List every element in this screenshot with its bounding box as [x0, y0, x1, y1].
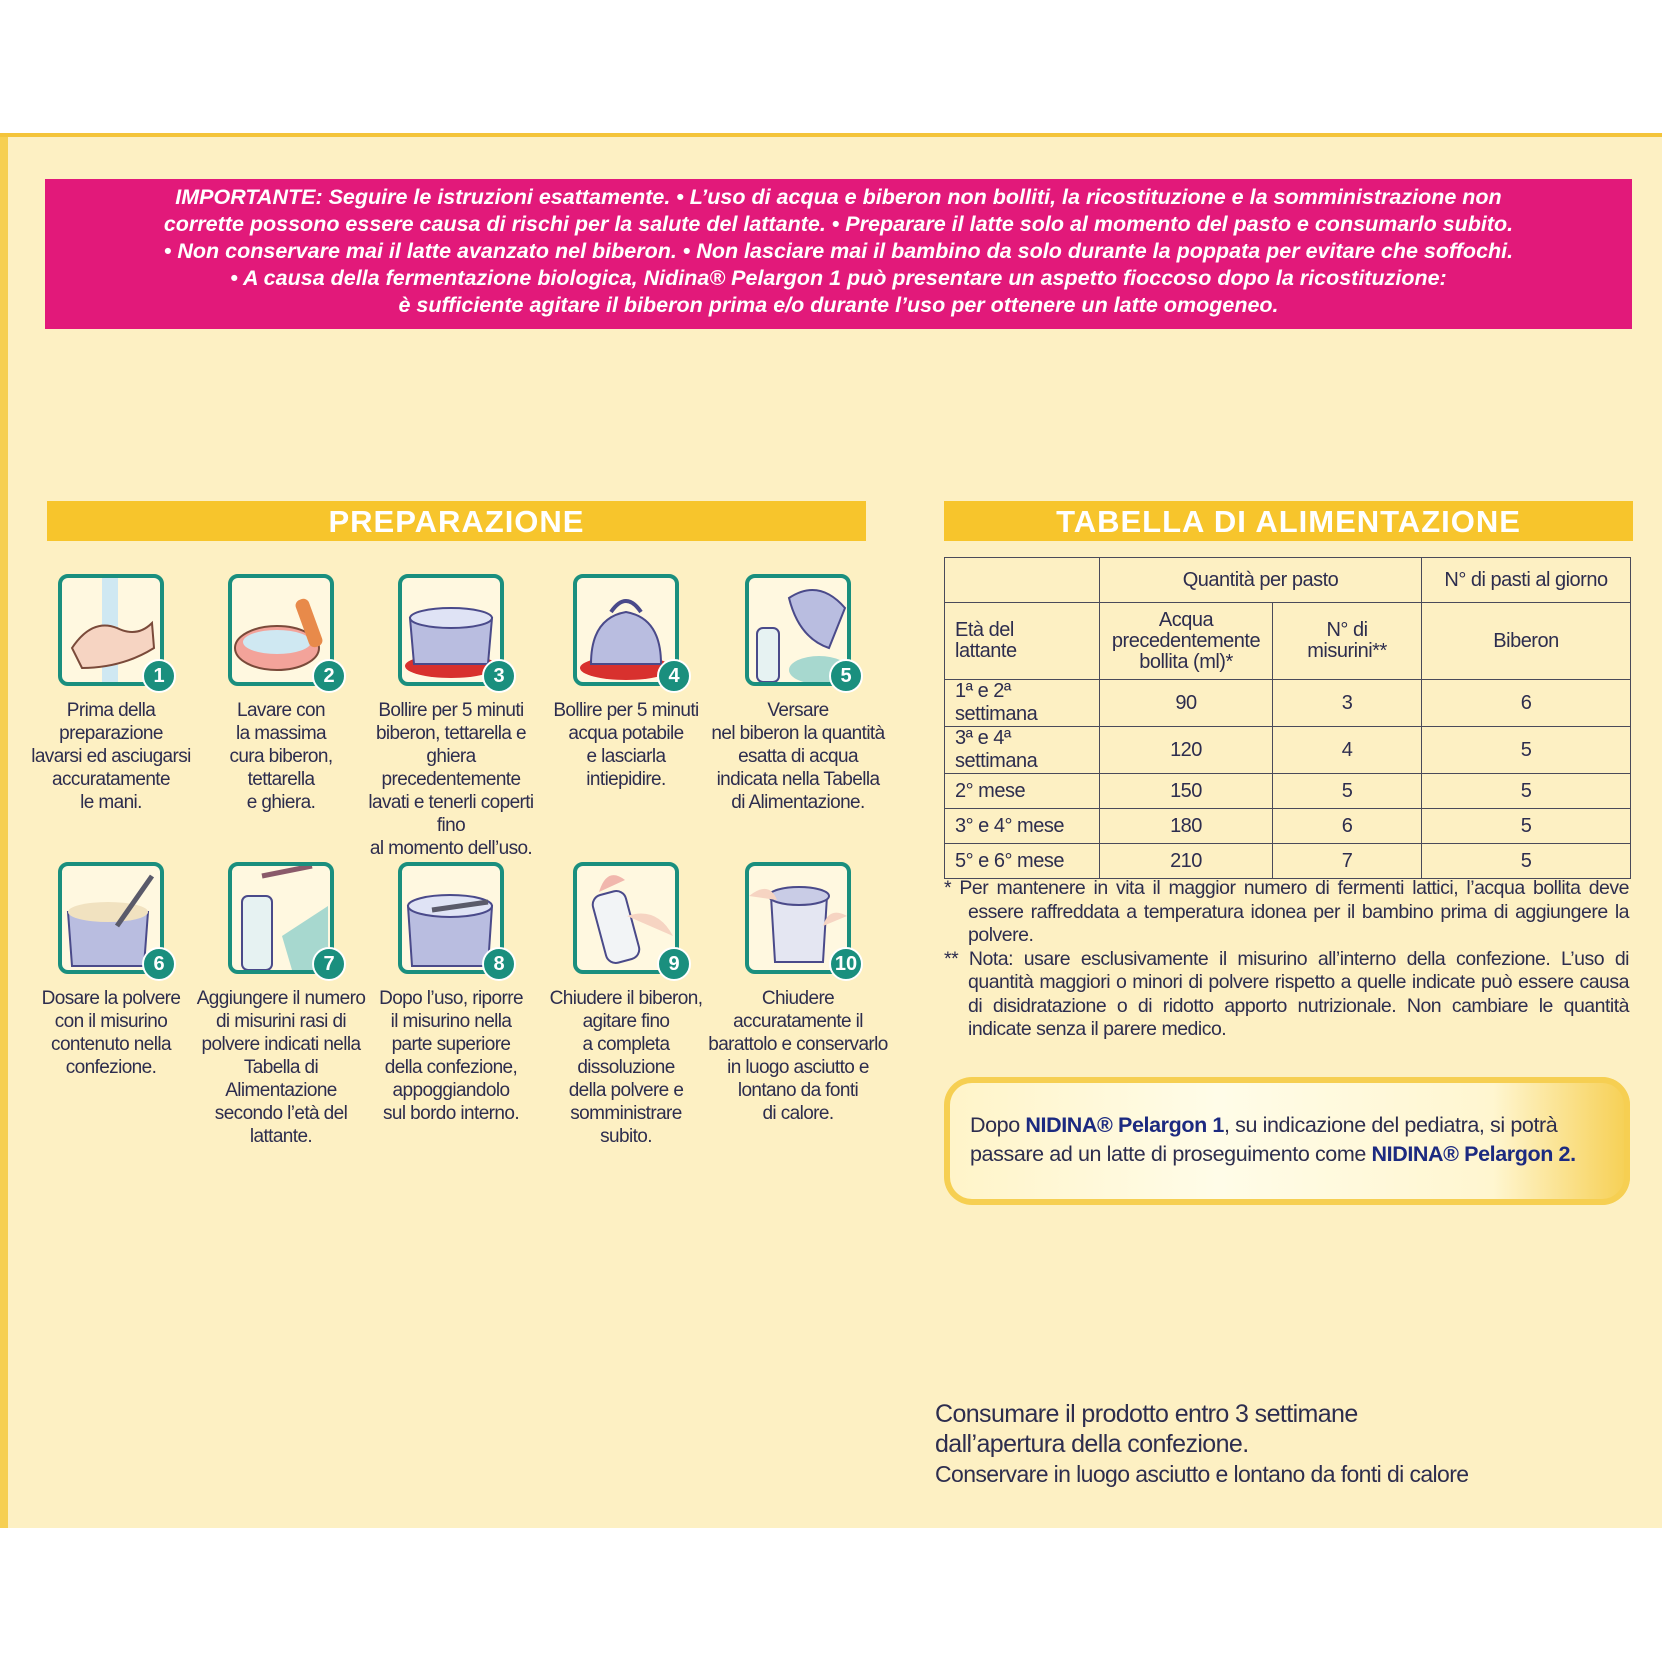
step-6	[20, 837, 202, 1079]
cell-eta: 1ª e 2ª settimana	[945, 680, 1100, 727]
cell-biberon: 5	[1422, 809, 1631, 844]
step-caption: Dopo l’uso, riporre il misurino nella parte superiore della confezione, appoggiandolo sul bordo interno.	[379, 988, 523, 1124]
cell-biberon: 5	[1422, 727, 1631, 774]
cell-eta: 5° e 6° mese	[945, 844, 1100, 879]
advice-text: passare ad un latte di proseguimento come	[970, 1142, 1372, 1166]
table-row	[945, 727, 1631, 774]
advice-box	[944, 1077, 1630, 1205]
warning-line: corrette possono essere causa di rischi per la salute del lattante. • Preparare il latte solo al momento del pasto e consumarlo subito.	[163, 212, 1514, 236]
warning-line: è sufficiente agitare il biberon prima e/o durante l’uso per ottenere un latte omogeneo.	[398, 293, 1279, 317]
step-caption: Bollire per 5 minuti biberon, tettarella e ghiera precedentemente lavati e tenerli coperti fino al momento dell’uso.	[368, 700, 534, 859]
cell-biberon: 5	[1422, 774, 1631, 809]
brand-name: NIDINA® Pelargon 1	[1025, 1113, 1224, 1137]
cell-biberon: 6	[1422, 680, 1631, 727]
cell-misurini: 6	[1273, 809, 1422, 844]
cell-acqua: 210	[1100, 844, 1273, 879]
cell-acqua: 150	[1100, 774, 1273, 809]
storage-info	[935, 1399, 1469, 1489]
feeding-table	[944, 557, 1631, 879]
step-7	[190, 837, 372, 1148]
step-9	[535, 837, 717, 1148]
col-biberon: Biberon	[1422, 603, 1631, 680]
cell-biberon: 5	[1422, 844, 1631, 879]
cell-misurini: 3	[1273, 680, 1422, 727]
cell-acqua: 180	[1100, 809, 1273, 844]
step-1	[20, 549, 202, 814]
warning-box	[45, 179, 1632, 329]
storage-line: Conservare in luogo asciutto e lontano da fonti di calore	[935, 1461, 1469, 1487]
table-corner	[945, 558, 1100, 603]
step-8	[360, 837, 542, 1125]
tabella-heading: TABELLA DI ALIMENTAZIONE	[944, 501, 1633, 541]
cell-acqua: 120	[1100, 727, 1273, 774]
brand-name: NIDINA® Pelargon 2.	[1371, 1142, 1576, 1166]
storage-line: dall’apertura della confezione.	[935, 1430, 1249, 1458]
storage-line: Consumare il prodotto entro 3 settimane	[935, 1400, 1358, 1428]
table-row	[945, 774, 1631, 809]
cell-eta: 3ª e 4ª settimana	[945, 727, 1100, 774]
step-caption: Lavare con la massima cura biberon, tettarella e ghiera.	[229, 700, 333, 813]
header-pasti: N° di pasti al giorno	[1422, 558, 1631, 603]
step-caption: Aggiungere il numero di misurini rasi di polvere indicati nella Tabella di Alimentazione secondo l’età del lattante.	[196, 988, 366, 1147]
step-caption: Chiudere accuratamente il barattolo e conservarlo in luogo asciutto e lontano da fonti di calore.	[708, 988, 888, 1124]
step-4	[535, 549, 717, 791]
header-quantita: Quantità per pasto	[1100, 558, 1422, 603]
warning-line: • A causa della fermentazione biologica, Nidina® Pelargon 1 può presentare un aspetto fioccoso dopo la ricostituzione:	[230, 266, 1447, 290]
step-number: 1	[142, 659, 176, 693]
step-number: 8	[482, 947, 516, 981]
cell-misurini: 4	[1273, 727, 1422, 774]
step-caption: Prima della preparazione lavarsi ed asciugarsi accuratamente le mani.	[31, 700, 191, 813]
note-2: ** Nota: usare esclusivamente il misurino all’interno della confezione. L’uso di quantità maggiori o minori di polvere rispetto a quelle indicate può essere causa di disidratazione o di ridotto apporto nutrizionale. Non cambiare le quantità indicate senza il parere medico.	[944, 947, 1629, 1040]
step-number: 5	[829, 659, 863, 693]
table-row	[945, 809, 1631, 844]
step-2	[190, 549, 372, 814]
step-3	[360, 549, 542, 860]
note-1: * Per mantenere in vita il maggior numero di fermenti lattici, l’acqua bollita deve essere raffreddata a temperatura idonea per il bambino prima di aggiungere la polvere.	[944, 877, 1629, 946]
step-number: 7	[312, 947, 346, 981]
warning-line: • Non conservare mai il latte avanzato nel biberon. • Non lasciare mai il bambino da solo durante la poppata per evitare che soffochi.	[163, 239, 1514, 263]
cell-acqua: 90	[1100, 680, 1273, 727]
step-caption: Dosare la polvere con il misurino contenuto nella confezione.	[41, 988, 181, 1078]
cell-eta: 2° mese	[945, 774, 1100, 809]
step-10	[707, 837, 889, 1125]
step-number: 9	[657, 947, 691, 981]
step-number: 3	[482, 659, 516, 693]
step-caption: Versare nel biberon la quantità esatta di acqua indicata nella Tabella di Alimentazione.	[711, 700, 885, 813]
cell-misurini: 5	[1273, 774, 1422, 809]
step-caption: Chiudere il biberon, agitare fino a completa dissoluzione della polvere e somministrare subito.	[549, 988, 703, 1147]
advice-text: Dopo	[970, 1113, 1026, 1137]
step-number: 6	[142, 947, 176, 981]
table-row	[945, 680, 1631, 727]
table-row	[945, 844, 1631, 879]
warning-line: IMPORTANTE: Seguire le istruzioni esattamente. • L’uso di acqua e biberon non bolliti, la ricostituzione e la somministrazione non	[175, 185, 1502, 209]
advice-text: , su indicazione del pediatra, si potrà	[1223, 1113, 1558, 1137]
col-misurini: N° di misurini**	[1273, 603, 1422, 680]
step-5	[707, 549, 889, 814]
step-number: 2	[312, 659, 346, 693]
step-caption: Bollire per 5 minuti acqua potabile e lasciarla intiepidire.	[553, 700, 699, 790]
cell-misurini: 7	[1273, 844, 1422, 879]
col-eta: Età del lattante	[945, 603, 1100, 680]
product-panel	[0, 133, 1662, 1528]
col-acqua: Acqua precedentemente bollita (ml)*	[1100, 603, 1273, 680]
step-number: 4	[657, 659, 691, 693]
cell-eta: 3° e 4° mese	[945, 809, 1100, 844]
table-notes	[944, 877, 1629, 1042]
step-number: 10	[829, 947, 863, 981]
preparazione-heading: PREPARAZIONE	[47, 501, 866, 541]
